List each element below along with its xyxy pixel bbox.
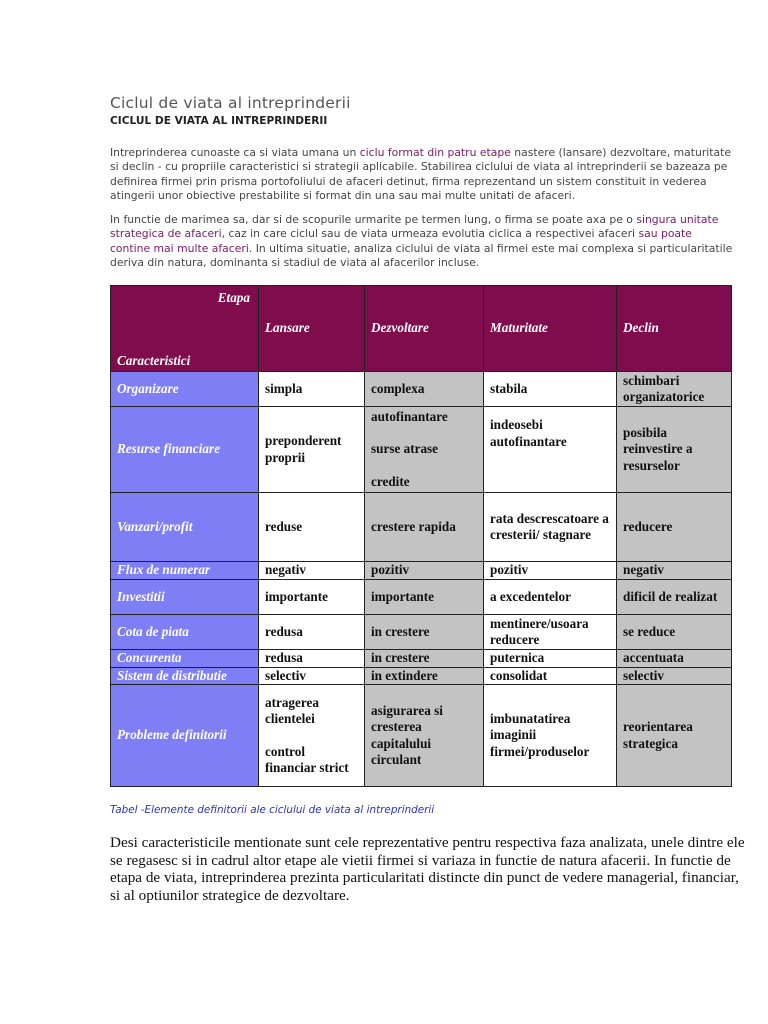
table-cell: crestere rapida <box>365 493 484 562</box>
table-cell: complexa <box>365 372 484 407</box>
row-header-resurse-financiare: Resurse financiare <box>111 407 259 493</box>
table-cell: schimbari organizatorice <box>617 372 732 407</box>
row-header-sistem-distributie: Sistem de distributie <box>111 667 259 685</box>
intro-p1-text-a: Intreprinderea cunoaste ca si viata umana un <box>110 146 360 159</box>
table-cell: pozitiv <box>365 562 484 580</box>
table-cell: asigurarea si cresterea capitalului circulant <box>365 685 484 787</box>
corner-header-cell <box>111 286 259 372</box>
table-cell: se reduce <box>617 615 732 650</box>
table-header-row <box>111 286 732 372</box>
header-caracteristici-label: Caracteristici <box>117 352 191 368</box>
table-cell: stabila <box>484 372 617 407</box>
table-row <box>111 615 732 650</box>
table-cell: consolidat <box>484 667 617 685</box>
column-header-declin: Declin <box>617 286 732 372</box>
link-unitate-strategica[interactable]: singura unitate strategica de afaceri <box>110 213 719 241</box>
table-row <box>111 650 732 668</box>
intro-p2-text-b: , caz in care ciclul sau de viata urmeaza evolutia ciclica a respectivei afaceri <box>221 227 639 241</box>
table-cell: rata descrescatoare a cresterii/ stagnare <box>484 493 617 562</box>
table-row <box>111 562 732 580</box>
column-header-maturitate: Maturitate <box>484 286 617 372</box>
table-cell: simpla <box>259 372 365 407</box>
lifecycle-table <box>110 285 732 787</box>
table-cell: importante <box>259 580 365 615</box>
row-header-vanzari-profit: Vanzari/profit <box>111 493 259 562</box>
table-cell: redusa <box>259 615 365 650</box>
table-cell <box>365 407 484 493</box>
cell-line: autofinantare <box>371 408 448 424</box>
table-cell: selectiv <box>617 667 732 685</box>
table-cell: importante <box>365 580 484 615</box>
table-cell: a excedentelor <box>484 580 617 615</box>
row-header-flux-numerar: Flux de numerar <box>111 562 259 580</box>
intro-p2-text-a: In functie de marimea sa, dar si de scopurile urmarite pe termen lung, o firma se poate axa pe o <box>110 213 637 226</box>
table-cell <box>259 685 365 787</box>
link-ciclu-patru-etape[interactable]: ciclu format din patru etape <box>359 146 511 159</box>
table-cell: selectiv <box>259 667 365 685</box>
cell-line: surse atrase <box>371 441 439 457</box>
table-cell: in crestere <box>365 650 484 668</box>
column-header-lansare: Lansare <box>259 286 365 372</box>
table-cell: negativ <box>259 562 365 580</box>
intro-paragraph-1 <box>110 146 735 204</box>
table-cell: mentinere/usoara reducere <box>484 615 617 650</box>
table-row <box>111 493 732 562</box>
table-cell: dificil de realizat <box>617 580 732 615</box>
page-title: Ciclul de viata al intreprinderii <box>110 94 351 112</box>
link-mai-multe-afaceri[interactable]: sau poate contine mai multe afaceri <box>110 227 692 255</box>
row-header-investitii: Investitii <box>111 580 259 615</box>
table-cell: negativ <box>617 562 732 580</box>
row-header-cota-piata: Cota de piata <box>111 615 259 650</box>
conclusion-paragraph: Desi caracteristicile mentionate sunt cele reprezentative pentru respectiva faza analizata, unele dintre ele se regasesc si in cadrul altor etape ale vietii firmei si variaza in functie de natura afacerii. In functie de etapa de viata, intreprinderea prezinta particularitati distincte din punct de vedere managerial, financiar, si al optiunilor strategice de dezvoltare. <box>110 834 745 904</box>
table-cell: preponderent proprii <box>259 407 365 493</box>
table-row <box>111 407 732 493</box>
row-header-probleme-definitorii: Probleme definitorii <box>111 685 259 787</box>
table-cell: reducere <box>617 493 732 562</box>
table-cell: reduse <box>259 493 365 562</box>
table-cell: indeosebi autofinantare <box>484 407 617 493</box>
column-header-dezvoltare: Dezvoltare <box>365 286 484 372</box>
cell-line: credite <box>371 473 410 489</box>
table-cell: puternica <box>484 650 617 668</box>
page-subtitle: CICLUL DE VIATA AL INTREPRINDERII <box>110 115 328 127</box>
header-etapa-label: Etapa <box>217 290 250 305</box>
cell-line: control financiar strict <box>265 743 349 775</box>
table-row <box>111 372 732 407</box>
table-cell: redusa <box>259 650 365 668</box>
cell-line: atragerea clientelei <box>265 694 319 726</box>
table-row <box>111 580 732 615</box>
intro-p2-text-c: . In ultima situatie, analiza ciclului de viata al firmei este mai complexa si particularitatile deriva din natura, dominanta si stadiul de viata al afacerilor incluse. <box>110 241 733 270</box>
table-row <box>111 685 732 787</box>
table-caption: Tabel -Elemente definitorii ale ciclului de viata al intreprinderii <box>110 804 435 816</box>
table-cell: imbunatatirea imaginii firmei/produselor <box>484 685 617 787</box>
row-header-concurenta: Concurenta <box>111 650 259 668</box>
table-cell: in extindere <box>365 667 484 685</box>
table-cell: posibila reinvestire a resurselor <box>617 407 732 493</box>
table-cell: accentuata <box>617 650 732 668</box>
row-header-organizare: Organizare <box>111 372 259 407</box>
table-row <box>111 667 732 685</box>
intro-p1-text-b: nastere (lansare) dezvoltare, maturitate si declin - cu propriile caracteristici si strategii aplicabile. Stabilirea ciclului de viata al intreprinderii se bazeaza pe definirea firmei prin prisma portofoliului de afaceri detinut, firma reprezentand un sistem constituit in vederea atingerii unor obiective prestabilite si format din una sau mai multe unitati de afaceri. <box>110 146 732 203</box>
table-cell: in crestere <box>365 615 484 650</box>
table-cell: reorientarea strategica <box>617 685 732 787</box>
intro-paragraph-2 <box>110 213 735 271</box>
table-cell: pozitiv <box>484 562 617 580</box>
